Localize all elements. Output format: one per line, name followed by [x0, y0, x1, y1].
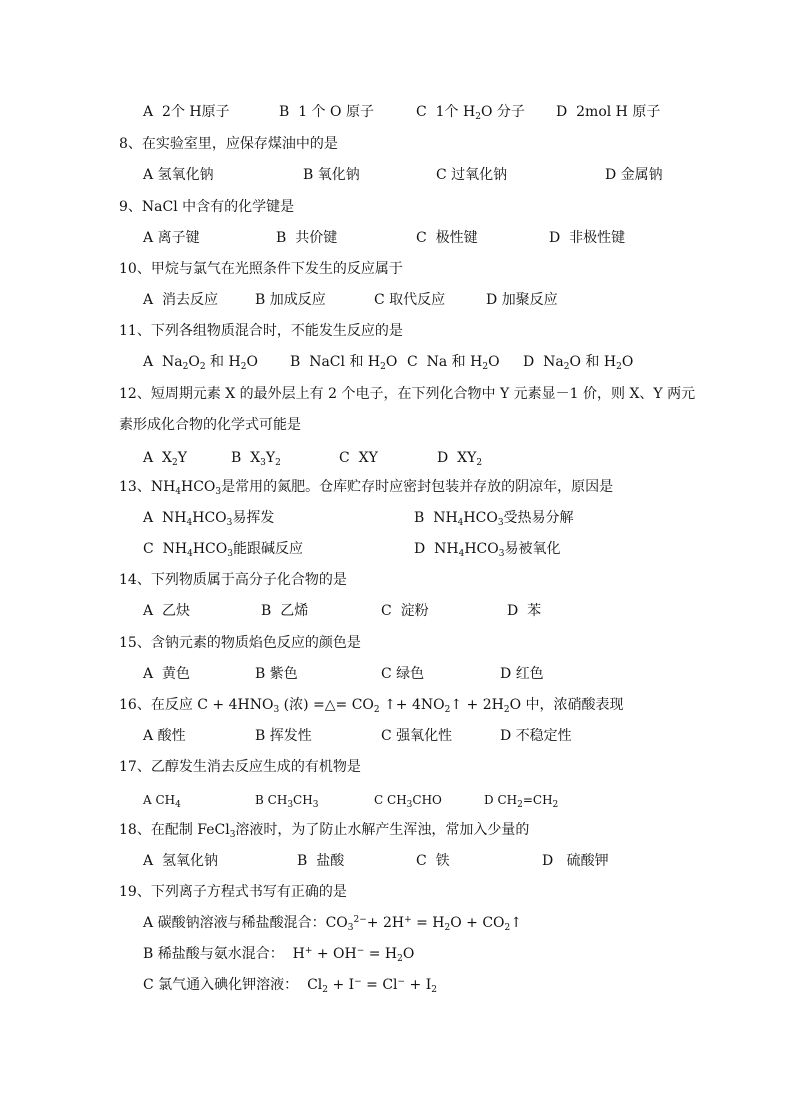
q9-stem: 9、NaCl 中含有的化学键是	[119, 199, 295, 215]
option-d: D 硫酸钾	[542, 853, 609, 869]
option-a: A $Na_2O_2$ 和 $H_2O$	[143, 354, 258, 372]
option-b: B 加成反应	[255, 292, 326, 308]
option-a: A 氢氧化钠	[143, 167, 214, 183]
q16-stem: 16、在反应 $C + 4HNO_3$ (浓) =△= $CO_2$ ↑+ $4NO_2↑ + 2H_2O$ 中，浓硝酸表现	[119, 697, 624, 715]
q15-stem: 15、含钠元素的物质焰色反应的颜色是	[119, 635, 361, 651]
option-c: C 1个 $H_2O$ 分子	[416, 104, 525, 122]
q12-stem-cont: 素形成化合物的化学式可能是	[119, 417, 301, 433]
option-b: B 挥发性	[255, 728, 312, 744]
option-c: C XY	[339, 450, 378, 466]
option-a: A 消去反应	[143, 292, 219, 308]
q18-stem: 18、在配制 FeCl$_3$溶液时，为了防止水解产生浑浊，常加入少量的	[119, 822, 530, 840]
option-b: B NaCl 和 $H_2O$	[290, 354, 398, 372]
option-b: B 共价键	[276, 230, 338, 246]
option-a: A 氢氧化钠	[143, 853, 219, 869]
option-c: C $NH_4HCO_3$能跟碱反应	[143, 541, 303, 559]
option-b: B 1 个 O 原子	[279, 104, 374, 120]
option-c: C 淀粉	[381, 603, 429, 619]
option-a: A 离子键	[143, 230, 200, 246]
q19-option-b: B 稀盐酸与氨水混合： $H^+ + OH^- = H_2O$	[143, 946, 415, 964]
option-d: D $CH_2=CH_2$	[484, 793, 559, 810]
option-a: A 黄色	[143, 666, 191, 682]
q11-stem: 11、下列各组物质混合时，不能发生反应的是	[119, 323, 403, 339]
q19-option-a: A 碳酸钠溶液与稀盐酸混合：$CO_3^{2-}+ 2H^+ = H_2O$ + $CO_2↑$	[143, 915, 522, 933]
option-c: C 强氧化性	[381, 728, 453, 744]
option-c: C 取代反应	[374, 292, 446, 308]
q10-stem: 10、甲烷与氯气在光照条件下发生的反应属于	[119, 261, 403, 277]
option-d: D 金属钠	[605, 167, 663, 183]
option-d: D 不稳定性	[500, 728, 572, 744]
option-a: A $CH_4$	[143, 793, 181, 810]
option-a: A $NH_4HCO_3$易挥发	[143, 510, 275, 528]
q17-stem: 17、乙醇发生消去反应生成的有机物是	[119, 759, 361, 775]
option-c: C Na 和 $H_2O$	[407, 354, 500, 372]
q8-stem: 8、在实验室里，应保存煤油中的是	[119, 136, 338, 152]
option-c: C $CH_3CHO$	[374, 793, 442, 810]
option-d: D 非极性键	[549, 230, 626, 246]
option-c: C 过氧化钠	[436, 167, 508, 183]
option-b: B 紫色	[255, 666, 298, 682]
option-c: C 绿色	[381, 666, 425, 682]
option-b: B 盐酸	[297, 853, 345, 869]
option-a: A 2个 H原子	[143, 104, 230, 120]
q19-stem: 19、下列离子方程式书写有正确的是	[119, 884, 347, 900]
option-a: A $X_2Y$	[143, 450, 187, 468]
q13-stem: 13、$NH_4HCO_3$是常用的氮肥。仓库贮存时应密封包装并存放的阴凉年，原因是	[119, 479, 614, 497]
option-a: A 乙炔	[143, 603, 191, 619]
option-b: B $CH_3CH_3$	[255, 793, 319, 810]
q19-option-c: C 氯气通入碘化钾溶液： $Cl_2 + I^- = Cl^- + I_2$	[143, 977, 437, 995]
option-c: C 极性键	[416, 230, 478, 246]
q12-stem: 12、短周期元素 X 的最外层上有 2 个电子，在下列化合物中 Y 元素显－1 价，则 X、Y 两元	[119, 386, 696, 402]
option-b: B $NH_4HCO_3$受热易分解	[414, 510, 574, 528]
option-d: D $Na_2O$ 和 $H_2O$	[523, 354, 634, 372]
option-d: D 红色	[500, 666, 544, 682]
option-b: B 乙烯	[261, 603, 309, 619]
option-d: D $XY_2$	[437, 450, 483, 468]
option-d: D 2mol H 原子	[556, 104, 661, 120]
option-b: B 氧化钠	[303, 167, 360, 183]
option-c: C 铁	[416, 853, 450, 869]
option-d: D $NH_4HCO_3$易被氧化	[414, 541, 561, 559]
q14-stem: 14、下列物质属于高分子化合物的是	[119, 572, 347, 588]
option-d: D 苯	[507, 603, 542, 619]
option-a: A 酸性	[143, 728, 186, 744]
option-d: D 加聚反应	[486, 292, 558, 308]
option-b: B $X_3Y_2$	[231, 450, 281, 468]
